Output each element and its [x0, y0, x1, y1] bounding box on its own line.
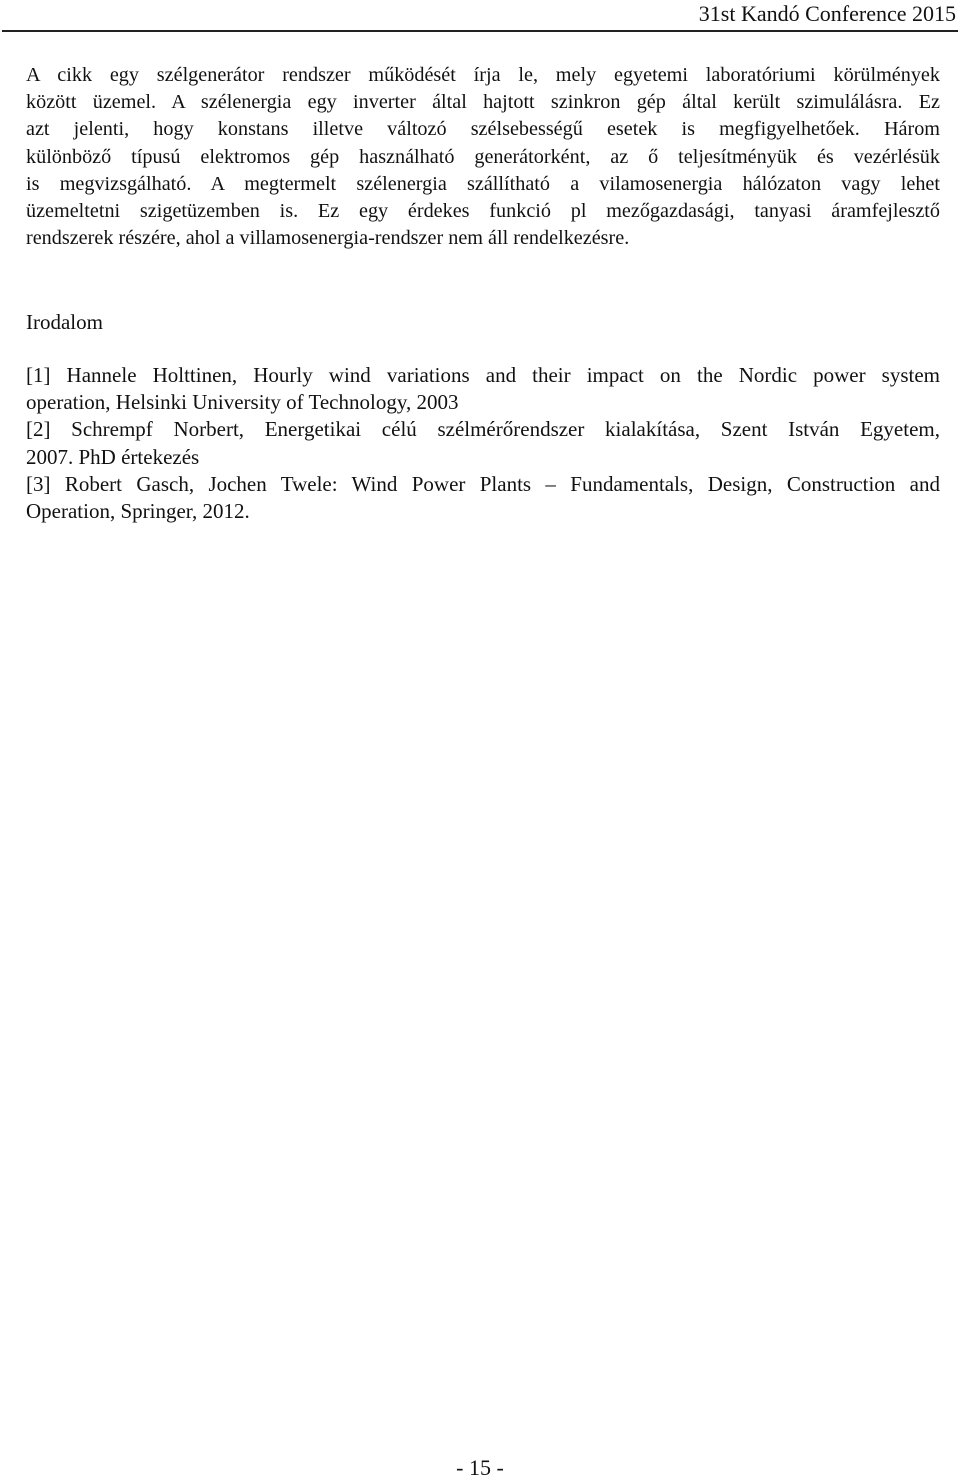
reference-line: 2007. PhD értekezés	[26, 444, 200, 469]
paragraph-line: is megvizsgálható. A megtermelt szélenergia szállítható a vilamosenergia hálózaton vagy lehet	[26, 172, 940, 195]
reference-line: operation, Helsinki University of Technology, 2003	[26, 390, 459, 415]
header-rule	[2, 30, 958, 32]
paragraph-line: azt jelenti, hogy konstans illetve változó szélsebességű esetek is megfigyelhetőek. Három	[26, 118, 940, 141]
running-header-title: 31st Kandó Conference 2015	[698, 1, 956, 26]
paragraph-line: üzemeltetni szigetüzemben is. Ez egy érdekes funkció pl mezőgazdasági, tanyasi áramfejlesztő	[26, 200, 940, 223]
abstract-paragraph	[26, 62, 940, 252]
reference-item	[26, 471, 940, 525]
paragraph-line: különböző típusú elektromos gép használható generátorként, az ő teljesítményük és vezérlésük	[26, 145, 940, 168]
reference-item	[26, 362, 940, 416]
paragraph-line: A cikk egy szélgenerátor rendszer működését írja le, mely egyetemi laboratóriumi körülmények	[26, 64, 940, 86]
reference-line: [1] Hannele Holttinen, Hourly wind variations and their impact on the Nordic power system	[26, 363, 940, 387]
references-heading: Irodalom	[26, 310, 103, 334]
reference-line: [2] Schrempf Norbert, Energetikai célú szélmérőrendszer kialakítása, Szent István Egyetem,	[26, 417, 940, 442]
reference-line: [3] Robert Gasch, Jochen Twele: Wind Power Plants – Fundamentals, Design, Construction and	[26, 471, 940, 496]
page-number: - 15 -	[456, 1455, 504, 1480]
reference-list	[26, 362, 940, 525]
paragraph-line: között üzemel. A szélenergia egy inverter által hajtott szinkron gép által került szimulálásra. Ez	[26, 91, 940, 114]
reference-item	[26, 416, 940, 470]
reference-line: Operation, Springer, 2012.	[26, 499, 250, 524]
paragraph-line: rendszerek részére, ahol a villamosenergia-rendszer nem áll rendelkezésre.	[26, 227, 630, 250]
